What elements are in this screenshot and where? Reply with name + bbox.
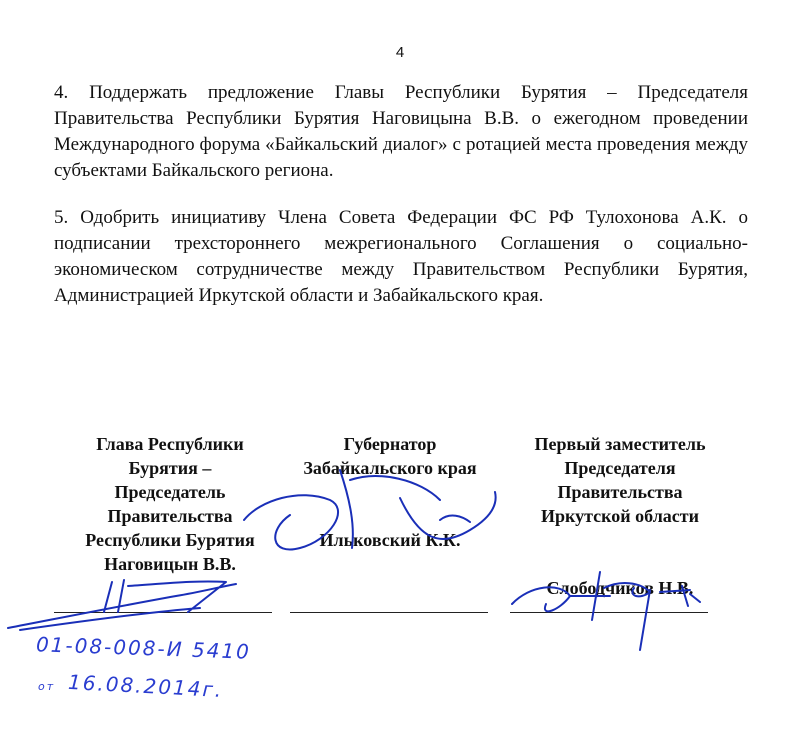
signatory-block-irkutsk (500, 432, 740, 600)
signatory-title-line: Бурятия – (128, 458, 212, 478)
signatory-title-line: Республики Бурятия (85, 530, 255, 550)
signatory-title-line: Правительства (107, 506, 233, 526)
signatory-title-line: Председатель (114, 482, 226, 502)
signature-line (290, 612, 488, 613)
signatory-title-line: Первый заместитель (534, 434, 706, 454)
paragraph-4: 4. Поддержать предложение Главы Республики Бурятия – Председателя Правительства Республики Бурятия Наговицына В.В. о ежегодном проведении Международного форума «Байкальский диалог» с ротацией места проведения между субъектами Байкальского региона. (54, 82, 748, 181)
signatory-title-line: Правительства (557, 482, 683, 502)
signatory-title-line: Иркутской области (540, 506, 700, 526)
signatory-block-buryatia (52, 432, 288, 576)
signatory-name: Ильковский К.К. (319, 530, 461, 550)
signatory-name: Наговицын В.В. (104, 554, 236, 574)
signature-line (510, 612, 708, 613)
signatory-title-line: Председателя (564, 458, 676, 478)
registration-date-prefix: от (38, 680, 56, 693)
page-number: 4 (395, 44, 405, 61)
registration-number: 01-08-008-И 5410 (35, 632, 252, 664)
signatory-title-line: Глава Республики (96, 434, 244, 454)
signatory-title-line: Забайкальского края (303, 458, 477, 478)
registration-date: 16.08.2014г. (67, 669, 224, 703)
paragraph-5: 5. Одобрить инициативу Члена Совета Федерации ФС РФ Тулохонова А.К. о подписании трехстороннего межрегионального Соглашения о социально-экономическом сотрудничестве между Правительством Республики Бурятия, Администрацией Иркутской области и Забайкальского края. (54, 207, 748, 306)
signature-left (8, 580, 236, 630)
signature-line (54, 612, 272, 613)
signatory-name: Слободчиков Н.В. (546, 578, 694, 598)
signatory-block-zabaikalsky (280, 432, 500, 552)
signatory-title-line: Губернатор (343, 434, 437, 454)
